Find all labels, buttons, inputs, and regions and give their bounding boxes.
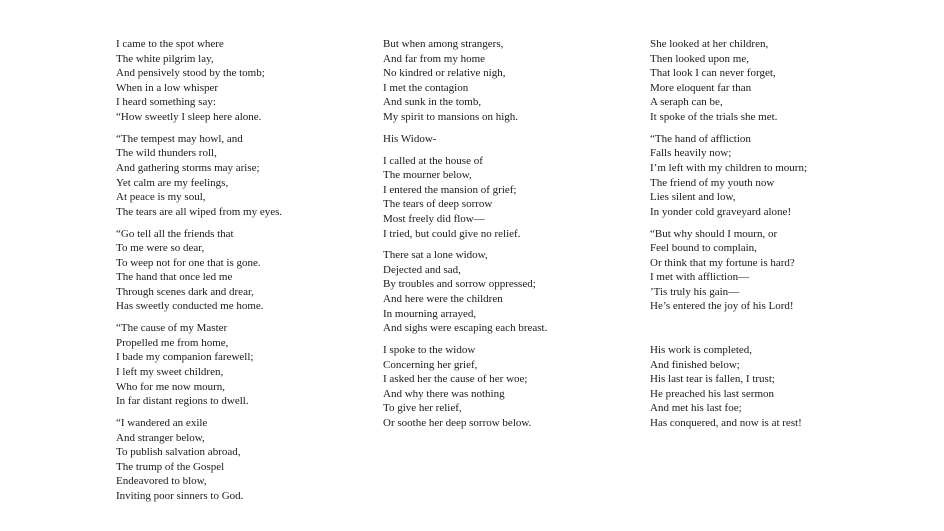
poem-line: And why there was nothing bbox=[383, 387, 505, 400]
poem-line: In mourning arrayed, bbox=[383, 307, 477, 320]
stanza bbox=[650, 321, 900, 336]
poem-line: My spirit to mansions on high. bbox=[383, 110, 519, 123]
poem-line: His last tear is fallen, I trust; bbox=[650, 373, 775, 386]
poem-line: I bade my companion farewell; bbox=[116, 351, 254, 364]
poem-line: But when among strangers, bbox=[383, 38, 504, 50]
poem-line: To give her relief, bbox=[383, 402, 462, 415]
stanza bbox=[383, 132, 633, 147]
poem-line: The friend of my youth now bbox=[650, 176, 775, 189]
poem-line: “I wandered an exile bbox=[116, 417, 208, 429]
poem-line: “But why should I mourn, or bbox=[650, 227, 778, 240]
poem-line: Then looked upon me, bbox=[650, 52, 749, 65]
poem-line: The hand that once led me bbox=[116, 271, 233, 284]
poem-line: Most freely did flow— bbox=[383, 212, 485, 225]
poem-line: And far from my home bbox=[383, 52, 486, 65]
poem-line: Yet calm are my feelings, bbox=[116, 176, 229, 189]
poem-line: No kindred or relative nigh, bbox=[383, 67, 506, 80]
poem-line: Who for me now mourn, bbox=[116, 380, 226, 393]
poem-line: “The cause of my Master bbox=[116, 322, 228, 335]
poem-line: And gathering storms may arise; bbox=[116, 161, 260, 174]
poem-line: He preached his last sermon bbox=[650, 387, 775, 400]
poem-line: I met with affliction— bbox=[650, 271, 750, 284]
poem-line bbox=[650, 321, 900, 336]
poem-line: There sat a lone widow, bbox=[383, 249, 488, 262]
poem-line: I tried, but could give no relief. bbox=[383, 227, 521, 240]
stanza bbox=[650, 227, 900, 315]
poem-column-3 bbox=[650, 37, 900, 438]
poem-line: The tears of deep sorrow bbox=[383, 198, 493, 211]
poem-line: I met the contagion bbox=[383, 81, 469, 94]
stanza bbox=[650, 37, 900, 125]
poem-line: Lies silent and low, bbox=[650, 191, 736, 204]
poem-line: I heard something say: bbox=[116, 96, 216, 109]
poem-line: Or think that my fortune is hard? bbox=[650, 256, 795, 269]
poem-line: I’m left with my children to mourn; bbox=[650, 161, 808, 174]
poem-line: To me were so dear, bbox=[116, 242, 205, 255]
poem-line: At peace is my soul, bbox=[116, 191, 206, 204]
stanza bbox=[650, 343, 900, 431]
poem-line: Dejected and sad, bbox=[383, 263, 461, 276]
poem-line: “The tempest may howl, and bbox=[116, 132, 243, 145]
poem-line: ’Tis truly his gain— bbox=[650, 285, 740, 298]
poem-line: His Widow- bbox=[383, 132, 437, 145]
poem-line: The wild thunders roll, bbox=[116, 147, 217, 160]
poem-line: Endeavored to blow, bbox=[116, 475, 207, 488]
poem-line: And met his last foe; bbox=[650, 402, 742, 415]
poem-line: Has conquered, and now is at rest! bbox=[650, 417, 802, 429]
poem-line: She looked at her children, bbox=[650, 38, 769, 50]
poem-line: In far distant regions to dwell. bbox=[116, 395, 249, 408]
poem-line: And sighs were escaping each breast. bbox=[383, 322, 548, 335]
poem-line: It spoke of the trials she met. bbox=[650, 110, 778, 123]
poem-line: I spoke to the widow bbox=[383, 344, 476, 357]
poem-line: Propelled me from home, bbox=[116, 336, 229, 349]
stanza bbox=[383, 37, 633, 125]
poem-line: He’s entered the joy of his Lord! bbox=[650, 300, 794, 313]
stanza bbox=[116, 37, 366, 125]
poem-line: To publish salvation abroad, bbox=[116, 446, 241, 459]
poem-line: By troubles and sorrow oppressed; bbox=[383, 278, 536, 291]
poem-line: More eloquent far than bbox=[650, 81, 752, 94]
stanza bbox=[116, 132, 366, 220]
poem-line: In yonder cold graveyard alone! bbox=[650, 205, 792, 218]
poem-column-1 bbox=[116, 37, 366, 511]
poem-line: A seraph can be, bbox=[650, 96, 723, 109]
poem-line: Has sweetly conducted me home. bbox=[116, 300, 264, 313]
poem-line: The tears are all wiped from my eyes. bbox=[116, 205, 283, 218]
poem-line: And pensively stood by the tomb; bbox=[116, 67, 265, 80]
poem-line: Inviting poor sinners to God. bbox=[116, 489, 244, 502]
poem-line: The mourner below, bbox=[383, 169, 472, 182]
stanza bbox=[116, 416, 366, 504]
poem-line: When in a low whisper bbox=[116, 81, 219, 94]
poem-line: I asked her the cause of her woe; bbox=[383, 373, 528, 386]
poem-line: And finished below; bbox=[650, 358, 740, 371]
stanza bbox=[383, 154, 633, 242]
poem-line: To weep not for one that is gone. bbox=[116, 256, 261, 269]
poem-line: I came to the spot where bbox=[116, 38, 224, 50]
poem-line: And stranger below, bbox=[116, 431, 205, 444]
poem-line: Feel bound to complain, bbox=[650, 242, 757, 255]
poem-line: And here were the children bbox=[383, 293, 503, 306]
poem-line: Through scenes dark and drear, bbox=[116, 285, 254, 298]
poem-line: His work is completed, bbox=[650, 344, 753, 357]
poem-line: I called at the house of bbox=[383, 154, 483, 167]
poem-line: “How sweetly I sleep here alone. bbox=[116, 110, 262, 123]
poem-line: Falls heavily now; bbox=[650, 147, 732, 160]
poem-line: The white pilgrim lay, bbox=[116, 52, 214, 65]
poem-line: That look I can never forget, bbox=[650, 67, 776, 80]
poem-line: I left my sweet children, bbox=[116, 366, 224, 379]
poem-column-2 bbox=[383, 37, 633, 438]
poem-line: Or soothe her deep sorrow below. bbox=[383, 417, 532, 429]
poem-line: The trump of the Gospel bbox=[116, 460, 225, 473]
stanza bbox=[116, 321, 366, 409]
poem-line: I entered the mansion of grief; bbox=[383, 183, 517, 196]
stanza bbox=[383, 343, 633, 431]
poem-line: “The hand of affliction bbox=[650, 132, 751, 145]
poem-line: Concerning her grief, bbox=[383, 358, 478, 371]
poem-line: And sunk in the tomb, bbox=[383, 96, 482, 109]
poem-line: “Go tell all the friends that bbox=[116, 227, 234, 240]
stanza bbox=[383, 248, 633, 336]
stanza bbox=[650, 132, 900, 220]
stanza bbox=[116, 227, 366, 315]
